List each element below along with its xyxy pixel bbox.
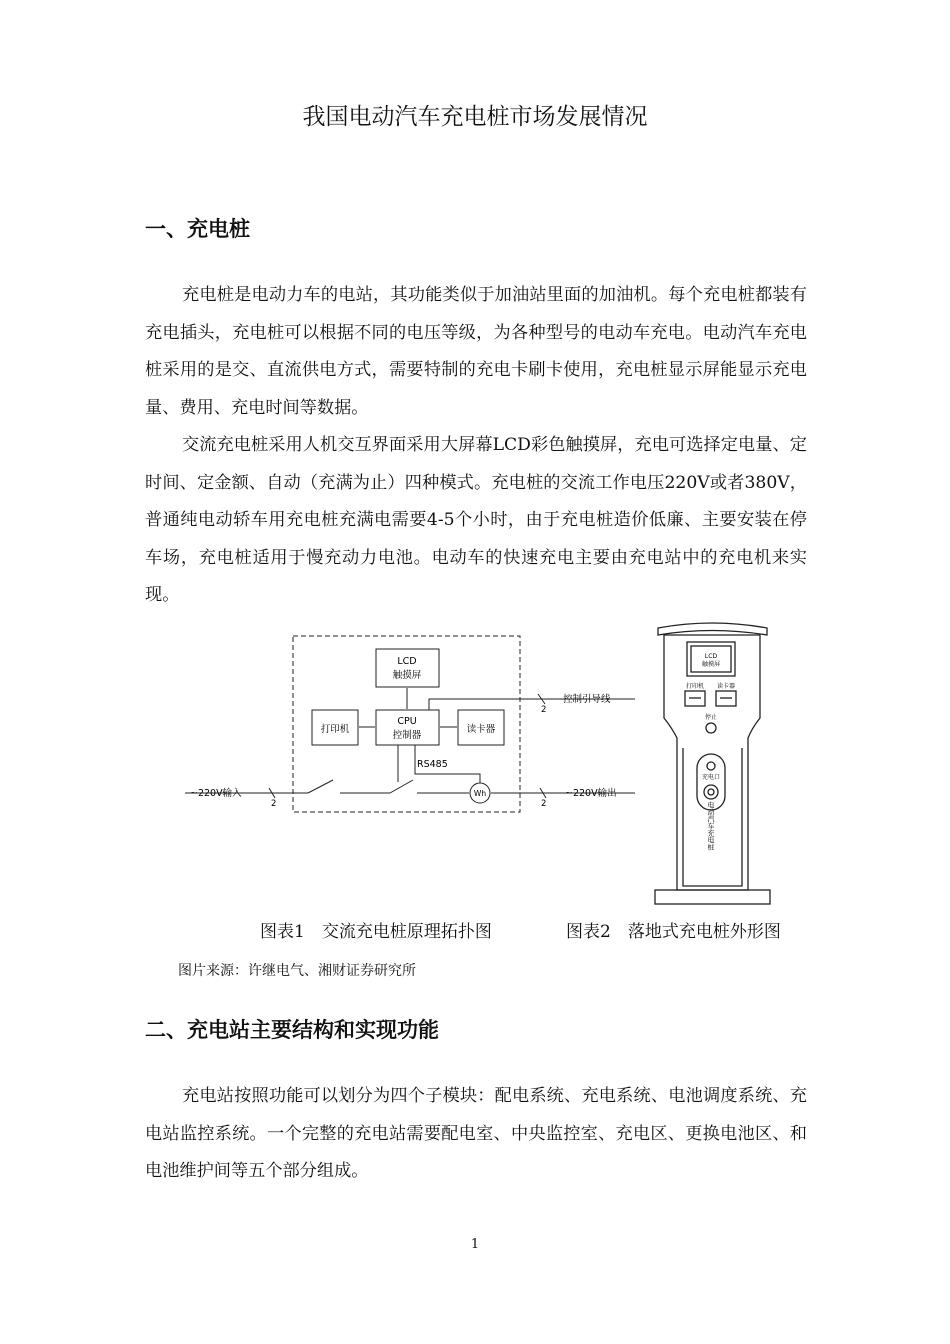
pile-card-reader-label: 读卡器: [716, 683, 736, 690]
pile-printer-label: 打印机: [685, 683, 705, 690]
output-wire-count: 2: [541, 799, 547, 809]
ac-charging-pile-topology-diagram: [185, 628, 635, 818]
control-line-count: 2: [541, 705, 547, 715]
section-heading-charging-pile: 一、充电桩: [145, 217, 250, 241]
card-reader-label: 读卡器: [466, 724, 496, 735]
lcd-label-line2: 触摸屏: [392, 670, 422, 681]
control-line-label: 控制引导线: [563, 694, 611, 705]
input-label: ~220V输入: [190, 788, 242, 799]
pile-lcd-label-line2: 触摸屏: [701, 661, 721, 668]
pile-vertical-text: 电动汽车充电桩: [707, 801, 715, 851]
paragraph-charging-pile-intro: 充电桩是电动力车的电站，其功能类似于加油站里面的加油机。每个充电桩都装有充电插头，充电桩可以根据不同的电压等级，为各种型号的电动车充电。电动汽车充电桩采用的是交、直流供电方式，需要特制的充电卡刷卡使用，充电桩显示屏能显示充电量、费用、充电时间等数据。: [145, 285, 807, 418]
figure2-caption: 图表2 落地式充电桩外形图: [566, 922, 781, 942]
page-number: 1: [470, 1237, 480, 1252]
page-title: 我国电动汽车充电桩市场发展情况: [302, 104, 648, 130]
cpu-label-line2: 控制器: [392, 730, 422, 741]
figure-source-note: 图片来源：许继电气、湘财证券研究所: [178, 963, 416, 979]
lcd-label-line1: LCD: [397, 656, 417, 667]
pile-stop-button: [706, 723, 716, 733]
section-heading-charging-station: 二、充电站主要结构和实现功能: [145, 1018, 439, 1042]
pile-lcd-label-line1: LCD: [704, 653, 718, 660]
printer-label: 打印机: [320, 724, 350, 735]
meter-label: Wh: [473, 789, 487, 798]
input-wire-count: 2: [271, 799, 277, 809]
output-label: ~220V输出: [565, 788, 617, 799]
cpu-label-line1: CPU: [397, 716, 417, 727]
paragraph-ac-charging-pile: 交流充电桩采用人机交互界面采用大屏幕LCD彩色触摸屏，充电可选择定电量、定时间、定金额、自动（充满为止）四种模式。充电桩的交流工作电压220V或者380V，普通纯电动轿车用充电桩充满电需要4-5个小时，由于充电桩造价低廉、主要安装在停车场，充电桩适用于慢充动力电池。电动车的快速充电主要由充电站中的充电机来实现。: [145, 435, 807, 605]
pile-stop-label: 停止: [704, 714, 718, 721]
rs485-label: RS485: [417, 759, 448, 770]
floor-standing-charging-pile-illustration: [650, 618, 775, 910]
lcd-touchscreen-block: [376, 649, 439, 687]
pile-charge-port-label: 充电口: [701, 774, 721, 781]
paragraph-charging-station: 充电站按照功能可以划分为四个子模块：配电系统、充电系统、电池调度系统、充电站监控系统。一个完整的充电站需要配电室、中央监控室、充电区、更换电池区、和电池维护间等五个部分组成。: [145, 1086, 807, 1181]
figure1-caption: 图表1 交流充电桩原理拓扑图: [260, 922, 492, 942]
